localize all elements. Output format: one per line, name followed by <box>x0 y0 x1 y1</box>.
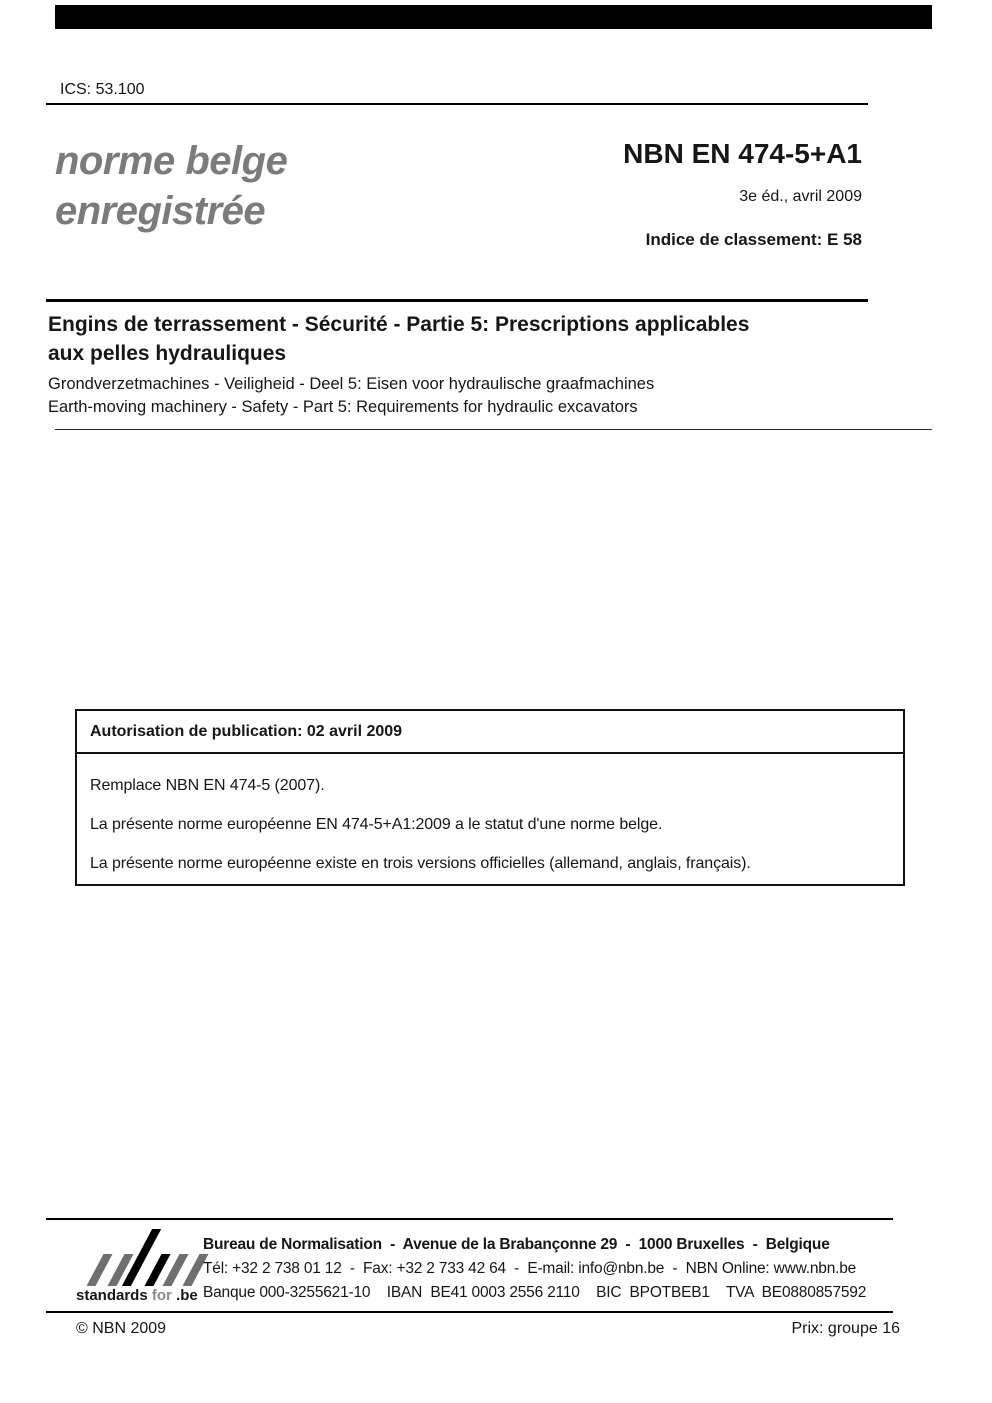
authorization-label: Autorisation de publication: 02 avril 2009 <box>90 723 403 740</box>
versions-note: La présente norme européenne existe en trois versions officielles (allemand, anglais, français). <box>90 855 751 872</box>
title-french <box>48 310 749 368</box>
standard-number: NBN EN 474-5+A1 <box>623 138 862 169</box>
authorization-box <box>75 709 905 886</box>
footer-contact: Tél: +32 2 738 01 12 - Fax: +32 2 733 42 64 - E-mail: info@nbn.be - NBN Online: www.nbn.be <box>203 1260 857 1277</box>
replaces-note: Remplace NBN EN 474-5 (2007). <box>90 777 325 794</box>
copyright-notice: © NBN 2009 <box>76 1320 167 1337</box>
price-group: Prix: groupe 16 <box>791 1320 900 1337</box>
title-french-line2: aux pelles hydrauliques <box>48 342 287 365</box>
footer-bottom-rule <box>46 1311 893 1313</box>
logo-tagline <box>76 1287 198 1304</box>
nbn-logo-icon <box>93 1229 215 1286</box>
authorization-box-divider <box>77 752 903 754</box>
title-dutch: Grondverzetmachines - Veiligheid - Deel 5: Eisen voor hydraulische graafmachines <box>48 375 655 393</box>
doc-type-line2: enregistrée <box>55 189 266 233</box>
logo-tagline-be: .be <box>176 1287 198 1304</box>
title-english: Earth-moving machinery - Safety - Part 5: Requirements for hydraulic excavators <box>48 398 638 416</box>
logo-tagline-for: for <box>151 1287 177 1304</box>
footer-bank-info: Banque 000-3255621-10 IBAN BE41 0003 2556 2110 BIC BPOTBEB1 TVA BE0880857592 <box>203 1284 867 1301</box>
title-rule <box>46 299 868 302</box>
header-rule <box>46 103 868 105</box>
title-separator-line <box>55 429 932 430</box>
classification-index: Indice de classement: E 58 <box>645 230 862 249</box>
status-note: La présente norme européenne EN 474-5+A1:2009 a le statut d'une norme belge. <box>90 816 663 833</box>
doc-type-line1: norme belge <box>55 139 288 183</box>
title-french-line1: Engins de terrassement - Sécurité - Partie 5: Prescriptions applicables <box>48 313 750 336</box>
edition-date: 3e éd., avril 2009 <box>739 188 862 205</box>
top-black-bar <box>55 5 932 29</box>
logo-tagline-standards: standards <box>76 1287 152 1304</box>
footer-top-rule <box>46 1218 893 1220</box>
ics-code: ICS: 53.100 <box>60 81 145 98</box>
document-type-heading <box>55 136 287 236</box>
footer-address: Bureau de Normalisation - Avenue de la Brabançonne 29 - 1000 Bruxelles - Belgique <box>203 1236 830 1253</box>
